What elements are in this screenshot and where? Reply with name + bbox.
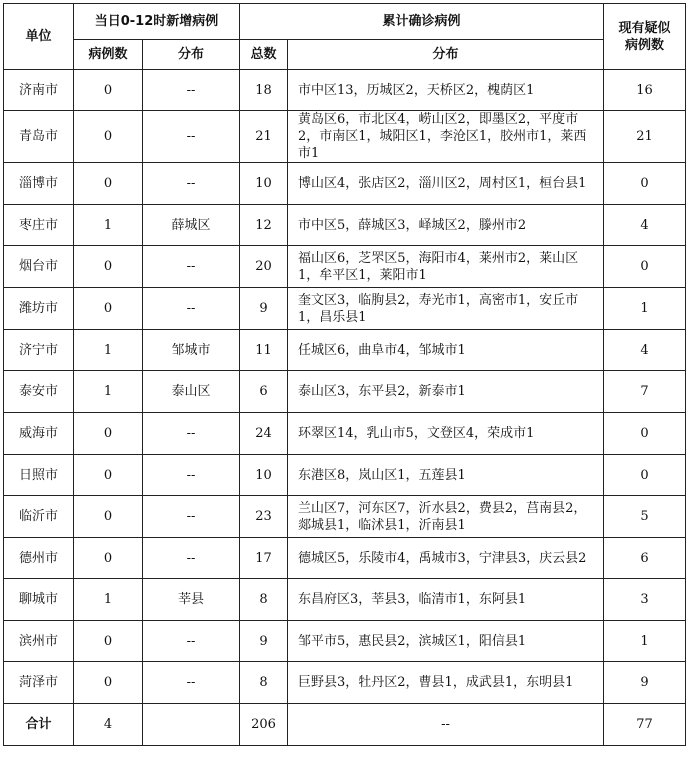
total-cell: 23 [240,496,288,538]
total-new-distribution [143,704,240,746]
distribution-cell: 任城区6，曲阜市4，邹城市1 [288,330,604,371]
total-cell: 10 [240,163,288,205]
new-count-cell: 0 [74,621,143,662]
suspected-cell: 6 [604,538,686,579]
new-count-cell: 0 [74,111,143,163]
new-count-cell: 1 [74,371,143,413]
total-distribution: -- [288,704,604,746]
total-cell: 12 [240,205,288,246]
new-count-cell: 0 [74,246,143,288]
new-count-cell: 0 [74,70,143,111]
total-cell: 9 [240,288,288,330]
suspected-cell: 0 [604,455,686,496]
new-distribution-cell: -- [143,413,240,455]
distribution-cell: 奎文区3，临朐县2，寿光市1，高密市1，安丘市1，昌乐县1 [288,288,604,330]
total-label: 合计 [4,704,74,746]
city-cell: 青岛市 [4,111,74,163]
distribution-cell: 黄岛区6，市北区4，崂山区2，即墨区2，平度市2，市南区1，城阳区1，李沧区1，胶州市1，莱西市1 [288,111,604,163]
new-count-cell: 0 [74,413,143,455]
distribution-cell: 兰山区7，河东区7，沂水县2，费县2，莒南县2，郯城县1，临沭县1，沂南县1 [288,496,604,538]
city-cell: 聊城市 [4,579,74,621]
new-distribution-cell: -- [143,288,240,330]
case-table [3,3,686,746]
total-cell: 17 [240,538,288,579]
distribution-cell: 环翠区14，乳山市5，文登区4，荣成市1 [288,413,604,455]
header-cumulative-distribution: 分布 [288,40,604,70]
total-cumulative: 206 [240,704,288,746]
table-row [4,163,686,205]
distribution-cell: 市中区13，历城区2，天桥区2，槐荫区1 [288,70,604,111]
city-cell: 日照市 [4,455,74,496]
suspected-cell: 0 [604,163,686,205]
new-distribution-cell: -- [143,455,240,496]
total-cell: 11 [240,330,288,371]
suspected-cell: 5 [604,496,686,538]
distribution-cell: 东昌府区3，莘县3，临清市1，东阿县1 [288,579,604,621]
distribution-cell: 巨野县3，牡丹区2，曹县1，成武县1，东明县1 [288,662,604,704]
new-count-cell: 1 [74,579,143,621]
city-cell: 济宁市 [4,330,74,371]
city-cell: 潍坊市 [4,288,74,330]
city-cell: 临沂市 [4,496,74,538]
total-cell: 10 [240,455,288,496]
case-table-container [3,3,686,746]
total-row [4,704,686,746]
suspected-cell: 9 [604,662,686,704]
new-distribution-cell: -- [143,621,240,662]
distribution-cell: 泰山区3，东平县2，新泰市1 [288,371,604,413]
table-row [4,330,686,371]
table-row [4,246,686,288]
suspected-cell: 1 [604,621,686,662]
new-distribution-cell: -- [143,111,240,163]
city-cell: 菏泽市 [4,662,74,704]
total-cell: 18 [240,70,288,111]
distribution-cell: 德城区5，乐陵市4，禹城市3，宁津县3，庆云县2 [288,538,604,579]
table-row [4,455,686,496]
header-suspected: 现有疑似病例数 [604,4,686,70]
city-cell: 枣庄市 [4,205,74,246]
new-count-cell: 1 [74,330,143,371]
new-count-cell: 0 [74,288,143,330]
table-row [4,288,686,330]
city-cell: 烟台市 [4,246,74,288]
header-unit: 单位 [4,4,74,70]
distribution-cell: 邹平市5，惠民县2，滨城区1，阳信县1 [288,621,604,662]
suspected-cell: 3 [604,579,686,621]
suspected-cell: 4 [604,205,686,246]
distribution-cell: 福山区6，芝罘区5，海阳市4，莱州市2，莱山区1，牟平区1，莱阳市1 [288,246,604,288]
city-cell: 德州市 [4,538,74,579]
city-cell: 泰安市 [4,371,74,413]
table-row [4,662,686,704]
new-distribution-cell: 薛城区 [143,205,240,246]
table-row [4,621,686,662]
city-cell: 滨州市 [4,621,74,662]
header-new-count: 病例数 [74,40,143,70]
new-distribution-cell: 邹城市 [143,330,240,371]
total-suspected: 77 [604,704,686,746]
city-cell: 威海市 [4,413,74,455]
new-distribution-cell: -- [143,246,240,288]
header-new-cases-group: 当日0-12时新增病例 [74,4,240,40]
total-new-count: 4 [74,704,143,746]
header-total: 总数 [240,40,288,70]
new-distribution-cell: 泰山区 [143,371,240,413]
suspected-cell: 4 [604,330,686,371]
suspected-cell: 1 [604,288,686,330]
total-cell: 8 [240,579,288,621]
total-cell: 8 [240,662,288,704]
distribution-cell: 市中区5，薛城区3，峄城区2，滕州市2 [288,205,604,246]
suspected-cell: 0 [604,246,686,288]
city-cell: 济南市 [4,70,74,111]
header-cumulative-group: 累计确诊病例 [240,4,604,40]
table-row [4,579,686,621]
suspected-cell: 21 [604,111,686,163]
suspected-cell: 0 [604,413,686,455]
total-cell: 20 [240,246,288,288]
new-count-cell: 0 [74,455,143,496]
total-cell: 21 [240,111,288,163]
table-row [4,371,686,413]
table-row [4,70,686,111]
new-count-cell: 0 [74,538,143,579]
table-row [4,111,686,163]
new-count-cell: 0 [74,163,143,205]
new-count-cell: 0 [74,662,143,704]
header-new-distribution: 分布 [143,40,240,70]
suspected-cell: 7 [604,371,686,413]
total-cell: 24 [240,413,288,455]
table-row [4,496,686,538]
new-count-cell: 0 [74,496,143,538]
new-distribution-cell: -- [143,70,240,111]
table-row [4,413,686,455]
total-cell: 6 [240,371,288,413]
new-distribution-cell: -- [143,163,240,205]
total-cell: 9 [240,621,288,662]
city-cell: 淄博市 [4,163,74,205]
new-distribution-cell: -- [143,662,240,704]
distribution-cell: 博山区4，张店区2，淄川区2，周村区1，桓台县1 [288,163,604,205]
new-distribution-cell: -- [143,538,240,579]
table-row [4,538,686,579]
distribution-cell: 东港区8，岚山区1，五莲县1 [288,455,604,496]
table-row [4,205,686,246]
new-count-cell: 1 [74,205,143,246]
new-distribution-cell: 莘县 [143,579,240,621]
table-body [4,70,686,746]
suspected-cell: 16 [604,70,686,111]
new-distribution-cell: -- [143,496,240,538]
